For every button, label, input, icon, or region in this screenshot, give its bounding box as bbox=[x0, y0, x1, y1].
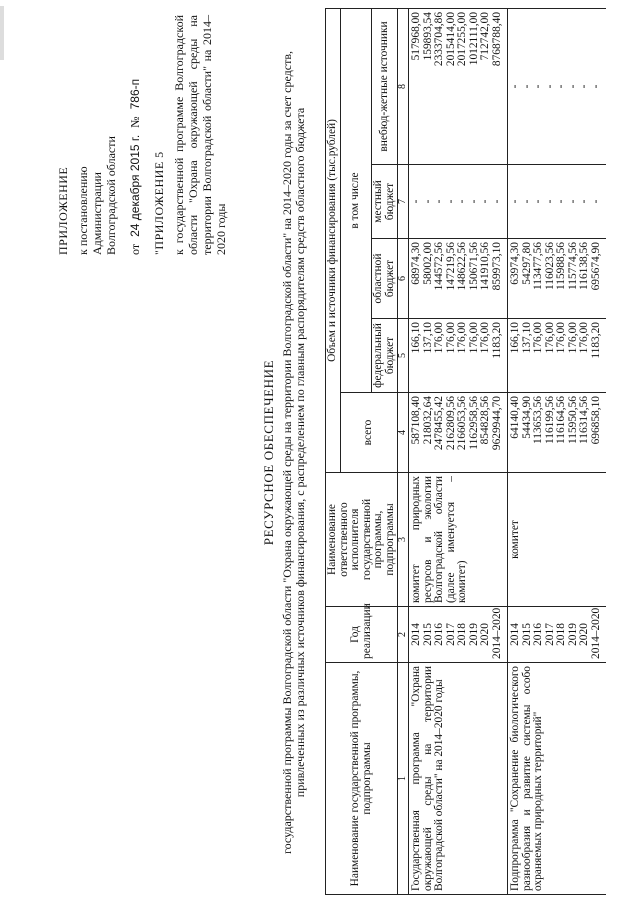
number-value: 786-п bbox=[128, 78, 142, 110]
table-row bbox=[508, 8, 607, 894]
date-prefix: от bbox=[128, 243, 142, 255]
appendix5-heading: "ПРИЛОЖЕНИЕ 5 bbox=[152, 151, 166, 255]
federal-cell: 166,10 137,10 176,00 176,00 176,00 176,00 176,00 1183,20 bbox=[508, 319, 607, 393]
page-title: РЕСУРСНОЕ ОБЕСПЕЧЕНИЕ bbox=[261, 359, 276, 546]
appendix-block bbox=[56, 15, 228, 255]
scan-edge-mark bbox=[0, 6, 4, 60]
header-local: местный бюджет bbox=[372, 165, 398, 239]
title-block bbox=[262, 10, 307, 895]
header-regional: областной бюджет bbox=[372, 239, 398, 319]
regional-cell: 68974,30 58002,00 144572,56 147219,56 148622,56 150671,56 141910,56 859973,10 bbox=[409, 239, 508, 319]
resolution-date-line bbox=[128, 15, 142, 255]
col-number: 1 bbox=[398, 663, 409, 895]
table-row bbox=[409, 8, 508, 894]
regional-cell: 63974,30 54297,80 113477,56 116023,56 115988,56 115774,56 116138,56 695674,90 bbox=[508, 239, 607, 319]
header-year: Год реализации bbox=[326, 607, 398, 663]
page-subtitle: государственной программы Волгоградской области "Охрана окружающей среды на территории Волгоградской области" на 2014–2020 годы за счет средств, привлеченных из различных источников финансирования, с распределением по главным распорядителям средств областного бюджета bbox=[280, 51, 307, 854]
years-cell: 2014 2015 2016 2017 2018 2019 2020 2014–2020 bbox=[409, 607, 508, 663]
column-number-row bbox=[398, 8, 409, 894]
years-cell: 2014 2015 2016 2017 2018 2019 2020 2014–2020 bbox=[508, 607, 607, 663]
resolution-line-2: Администрации bbox=[90, 172, 104, 255]
resolution-line-3: Волгоградской области bbox=[104, 136, 118, 255]
subprogram-name: Подпрограмма "Сохранение биологического разнообразия и развитие системы особо охраняемых природных территорий" bbox=[508, 663, 607, 895]
header-executor: Наименование ответственного исполнителя государственной программы, подпрограммы bbox=[326, 473, 398, 607]
appendix5-text: к государственной программе Волгоградской области "Охрана окружающей среды на территории Волгоградской области" на 2014–2020 годы bbox=[172, 15, 228, 255]
col-number: 2 bbox=[398, 607, 409, 663]
local-cell: - - - - - - - - bbox=[409, 165, 508, 239]
total-cell: 587108,40 218032,64 2478455,42 2162809,56 2166053,56 1162958,56 854828,56 9629944,70 bbox=[409, 393, 508, 473]
number-sign: № bbox=[128, 116, 142, 128]
col-number: 8 bbox=[398, 8, 409, 164]
federal-cell: 166,10 137,10 176,00 176,00 176,00 176,00 176,00 1183,20 bbox=[409, 319, 508, 393]
col-number: 3 bbox=[398, 473, 409, 607]
col-number: 5 bbox=[398, 319, 409, 393]
extrabudget-cell: - - - - - - - - bbox=[508, 8, 607, 164]
resolution-line-1: к постановлению bbox=[76, 166, 90, 255]
header-funding-group: Объем и источники финансирования (тыс.рублей) bbox=[326, 8, 341, 472]
header-extrabudget: внебюд-жетные источники bbox=[372, 8, 398, 164]
total-cell: 64140,40 54434,90 113653,56 116199,56 116164,56 115950,56 116314,56 696858,10 bbox=[508, 393, 607, 473]
resource-table bbox=[325, 8, 606, 895]
header-including: в том числе bbox=[340, 8, 372, 392]
date-value: 24 декабря 2015 г. bbox=[128, 134, 142, 237]
executor-cell: комитет bbox=[508, 473, 607, 607]
header-program-name: Наименование государственной программы, подпрограммы bbox=[326, 663, 398, 895]
executor-cell: комитет природных ресурсов и экологии Волгоградской области (далее именуется – комитет) bbox=[409, 473, 508, 607]
header-total: всего bbox=[340, 393, 398, 473]
col-number: 6 bbox=[398, 239, 409, 319]
program-name: Государственная программа "Охрана окружающей среды на территории Волгоградской области" на 2014–2020 годы bbox=[409, 663, 508, 895]
appendix-heading: ПРИЛОЖЕНИЕ bbox=[56, 166, 70, 255]
local-cell: - - - - - - - - bbox=[508, 165, 607, 239]
col-number: 4 bbox=[398, 393, 409, 473]
col-number: 7 bbox=[398, 165, 409, 239]
header-federal: федеральный бюджет bbox=[372, 319, 398, 393]
extrabudget-cell: 517968,00 159893,54 2333704,86 2015414,00 2017255,00 1012111,00 712742,00 8768788,40 bbox=[409, 8, 508, 164]
